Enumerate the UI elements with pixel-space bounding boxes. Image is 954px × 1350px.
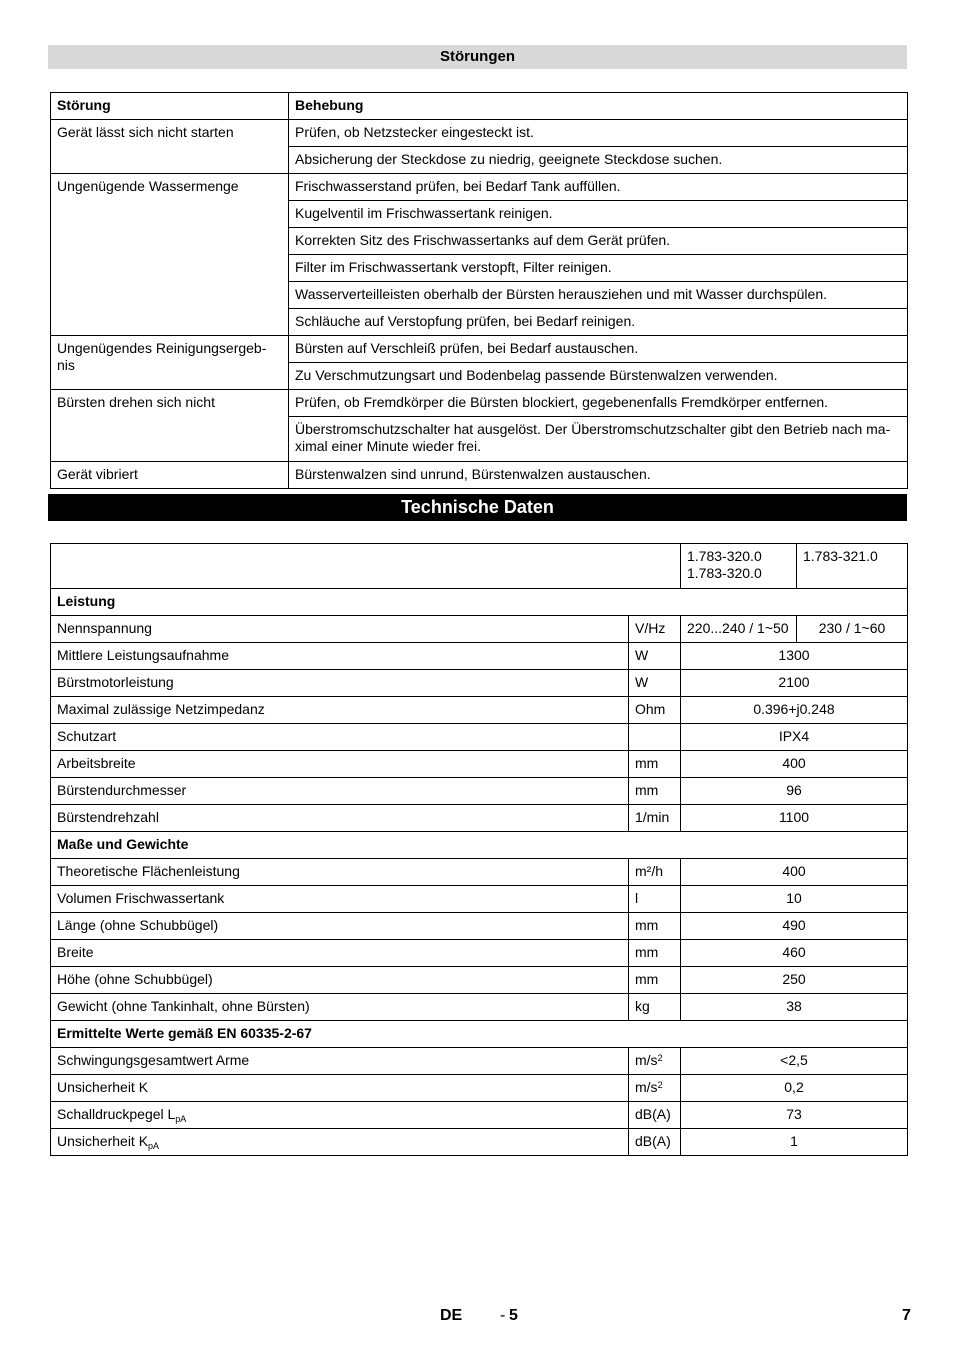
table-row bbox=[51, 336, 908, 363]
spec-label bbox=[51, 778, 629, 805]
spec-value: 0.396+j0.248 bbox=[681, 697, 908, 724]
spec-unit bbox=[629, 805, 681, 832]
spec-label bbox=[51, 1102, 629, 1129]
spec-value: 10 bbox=[681, 886, 908, 913]
spec-value: 1300 bbox=[681, 643, 908, 670]
header-stoerung: Störung bbox=[51, 93, 289, 120]
spec-unit bbox=[629, 940, 681, 967]
spec-unit-text: m/s bbox=[635, 1079, 658, 1095]
table-row bbox=[51, 805, 908, 832]
spec-value: 96 bbox=[681, 778, 908, 805]
spec-label bbox=[51, 1075, 629, 1102]
section-title-stoerungen: Störungen bbox=[48, 45, 907, 69]
table-row bbox=[51, 120, 908, 147]
spec-value: 1100 bbox=[681, 805, 908, 832]
spec-value: 1 bbox=[681, 1129, 908, 1156]
spec-label-text: Höhe (ohne Schubbügel) bbox=[57, 971, 213, 987]
behebung-cell: Prüfen, ob Netzstecker eingesteckt ist. bbox=[289, 120, 908, 147]
spec-label bbox=[51, 940, 629, 967]
spec-label bbox=[51, 913, 629, 940]
spec-label bbox=[51, 859, 629, 886]
stoerung-cell: Bürsten drehen sich nicht bbox=[51, 390, 289, 462]
table-row bbox=[51, 1102, 908, 1129]
spec-unit-text: W bbox=[635, 647, 649, 663]
spec-label-text: Schutzart bbox=[57, 728, 117, 744]
table-row bbox=[51, 940, 908, 967]
table-row bbox=[51, 616, 908, 643]
spec-unit bbox=[629, 886, 681, 913]
spec-value: 490 bbox=[681, 913, 908, 940]
spec-label-text: Bürstendrehzahl bbox=[57, 809, 159, 825]
spec-label bbox=[51, 670, 629, 697]
spec-label bbox=[51, 616, 629, 643]
technical-data-table bbox=[50, 543, 908, 1156]
model-a bbox=[681, 544, 797, 589]
spec-value: 250 bbox=[681, 967, 908, 994]
spec-label-text: Schalldruckpegel L bbox=[57, 1106, 176, 1122]
spec-label-subscript: pA bbox=[175, 1114, 187, 1124]
spec-unit bbox=[629, 670, 681, 697]
table-row bbox=[51, 778, 908, 805]
spec-unit-superscript: 2 bbox=[657, 1080, 663, 1090]
behebung-cell: Schläuche auf Verstopfung prüfen, bei Bedarf reinigen. bbox=[289, 309, 908, 336]
spec-unit-text: m²/h bbox=[635, 863, 663, 879]
spec-label-text: Maximal zulässige Netzimpedanz bbox=[57, 701, 265, 717]
spec-unit bbox=[629, 967, 681, 994]
table-row bbox=[51, 859, 908, 886]
behebung-cell: Frischwasserstand prüfen, bei Bedarf Tank auffüllen. bbox=[289, 174, 908, 201]
model-header-row bbox=[51, 544, 908, 589]
spec-value: 2100 bbox=[681, 670, 908, 697]
spec-value: 460 bbox=[681, 940, 908, 967]
stoerung-cell: Gerät vibriert bbox=[51, 462, 289, 489]
footer-page-local: 5 bbox=[509, 1307, 518, 1324]
model-b: 1.783-321.0 bbox=[797, 544, 908, 589]
spec-label-subscript: pA bbox=[148, 1141, 160, 1151]
spec-unit bbox=[629, 616, 681, 643]
spec-unit bbox=[629, 1102, 681, 1129]
behebung-cell: Überstromschutzschalter hat ausgelöst. Der Überstromschutzschalter gibt den Betrieb nach ma-ximal einer Minute wieder frei. bbox=[289, 417, 908, 462]
spec-unit bbox=[629, 643, 681, 670]
spec-unit-text: Ohm bbox=[635, 701, 666, 717]
spec-unit-superscript: 2 bbox=[657, 1053, 663, 1063]
table-row bbox=[51, 913, 908, 940]
footer-separator: - bbox=[500, 1307, 506, 1324]
spec-unit bbox=[629, 697, 681, 724]
spec-value: 38 bbox=[681, 994, 908, 1021]
stoerung-cell: Ungenügendes Reinigungsergeb-nis bbox=[51, 336, 289, 390]
spec-value: <2,5 bbox=[681, 1048, 908, 1075]
spec-label-text: Mittlere Leistungsaufnahme bbox=[57, 647, 229, 663]
spec-unit-text: W bbox=[635, 674, 649, 690]
table-row bbox=[51, 462, 908, 489]
table-row bbox=[51, 174, 908, 201]
spec-label-text: Theoretische Flächenleistung bbox=[57, 863, 240, 879]
spec-label bbox=[51, 751, 629, 778]
table-row bbox=[51, 751, 908, 778]
spec-label bbox=[51, 805, 629, 832]
table-row bbox=[51, 390, 908, 417]
table-row bbox=[51, 886, 908, 913]
spec-label-text: Unsicherheit K bbox=[57, 1133, 149, 1149]
spec-unit-text: m/s bbox=[635, 1052, 658, 1068]
behebung-cell: Wasserverteilleisten oberhalb der Bürsten herausziehen und mit Wasser durchspülen. bbox=[289, 282, 908, 309]
stoerung-cell: Ungenügende Wassermenge bbox=[51, 174, 289, 336]
spec-unit bbox=[629, 724, 681, 751]
table-row bbox=[51, 670, 908, 697]
spec-label-text: Arbeitsbreite bbox=[57, 755, 136, 771]
spec-unit bbox=[629, 1048, 681, 1075]
table-row bbox=[51, 724, 908, 751]
spec-label-text: Gewicht (ohne Tankinhalt, ohne Bürsten) bbox=[57, 998, 310, 1014]
spec-label bbox=[51, 994, 629, 1021]
spec-unit-text: dB(A) bbox=[635, 1106, 671, 1122]
behebung-cell: Bürstenwalzen sind unrund, Bürstenwalzen austauschen. bbox=[289, 462, 908, 489]
spec-unit-text: mm bbox=[635, 944, 659, 960]
spec-unit-text: dB(A) bbox=[635, 1133, 671, 1149]
spec-unit-text: V/Hz bbox=[635, 620, 666, 636]
spec-unit bbox=[629, 778, 681, 805]
spec-label-text: Bürstmotorleistung bbox=[57, 674, 174, 690]
behebung-cell: Prüfen, ob Fremdkörper die Bürsten blockiert, gegebenenfalls Fremdkörper entfernen. bbox=[289, 390, 908, 417]
spec-label bbox=[51, 697, 629, 724]
spec-unit-text: kg bbox=[635, 998, 650, 1014]
spec-label-text: Nennspannung bbox=[57, 620, 152, 636]
spec-unit bbox=[629, 913, 681, 940]
table-row bbox=[51, 967, 908, 994]
spec-unit bbox=[629, 859, 681, 886]
spec-label-text: Länge (ohne Schubbügel) bbox=[57, 917, 219, 933]
footer-page-total: 7 bbox=[902, 1307, 911, 1324]
behebung-cell: Filter im Frischwassertank verstopft, Filter reinigen. bbox=[289, 255, 908, 282]
table-row bbox=[51, 1048, 908, 1075]
spec-unit-text: mm bbox=[635, 782, 659, 798]
table-row bbox=[51, 643, 908, 670]
table-row bbox=[51, 1075, 908, 1102]
header-behebung: Behebung bbox=[289, 93, 908, 120]
spec-label bbox=[51, 886, 629, 913]
footer-language: DE bbox=[440, 1307, 463, 1324]
table-row bbox=[51, 697, 908, 724]
model-a-line1: 1.783-320.0 bbox=[687, 548, 762, 564]
section-row bbox=[51, 1021, 908, 1048]
spec-unit-text: mm bbox=[635, 917, 659, 933]
behebung-cell: Zu Verschmutzungsart und Bodenbelag passende Bürstenwalzen verwenden. bbox=[289, 363, 908, 390]
spec-unit-text: mm bbox=[635, 755, 659, 771]
section-title: Maße und Gewichte bbox=[51, 832, 908, 859]
spec-label-text: Volumen Frischwassertank bbox=[57, 890, 225, 906]
spec-unit-text: mm bbox=[635, 971, 659, 987]
spec-value: IPX4 bbox=[681, 724, 908, 751]
behebung-cell: Bürsten auf Verschleiß prüfen, bei Bedarf austauschen. bbox=[289, 336, 908, 363]
table-row bbox=[51, 1129, 908, 1156]
spec-value: 230 / 1~60 bbox=[797, 616, 908, 643]
spec-value: 0,2 bbox=[681, 1075, 908, 1102]
model-a-line2: 1.783-320.0 bbox=[687, 565, 762, 581]
spec-label bbox=[51, 967, 629, 994]
spec-unit-text: 1/min bbox=[635, 809, 670, 825]
spec-label-text: Schwingungsgesamtwert Arme bbox=[57, 1052, 250, 1068]
troubleshooting-table bbox=[50, 92, 908, 489]
table-header-row bbox=[51, 93, 908, 120]
spec-label bbox=[51, 643, 629, 670]
spec-label bbox=[51, 1129, 629, 1156]
spec-unit-text: l bbox=[635, 890, 639, 906]
spec-label-text: Bürstendurchmesser bbox=[57, 782, 187, 798]
model-header-blank bbox=[51, 544, 681, 589]
spec-label bbox=[51, 1048, 629, 1075]
section-title: Leistung bbox=[51, 589, 908, 616]
spec-label-text: Unsicherheit K bbox=[57, 1079, 149, 1095]
spec-unit bbox=[629, 1129, 681, 1156]
behebung-cell: Kugelventil im Frischwassertank reinigen. bbox=[289, 201, 908, 228]
spec-value: 220...240 / 1~50 bbox=[681, 616, 797, 643]
stoerung-cell: Gerät lässt sich nicht starten bbox=[51, 120, 289, 174]
spec-unit bbox=[629, 1075, 681, 1102]
spec-unit bbox=[629, 994, 681, 1021]
table-row bbox=[51, 994, 908, 1021]
spec-label-text: Breite bbox=[57, 944, 94, 960]
section-row bbox=[51, 589, 908, 616]
spec-value: 400 bbox=[681, 751, 908, 778]
behebung-cell: Absicherung der Steckdose zu niedrig, geeignete Steckdose suchen. bbox=[289, 147, 908, 174]
section-row bbox=[51, 832, 908, 859]
section-title: Ermittelte Werte gemäß EN 60335-2-67 bbox=[51, 1021, 908, 1048]
section-title-technische-daten: Technische Daten bbox=[48, 494, 907, 521]
spec-value: 73 bbox=[681, 1102, 908, 1129]
spec-value: 400 bbox=[681, 859, 908, 886]
spec-label bbox=[51, 724, 629, 751]
behebung-cell: Korrekten Sitz des Frischwassertanks auf dem Gerät prüfen. bbox=[289, 228, 908, 255]
spec-unit bbox=[629, 751, 681, 778]
